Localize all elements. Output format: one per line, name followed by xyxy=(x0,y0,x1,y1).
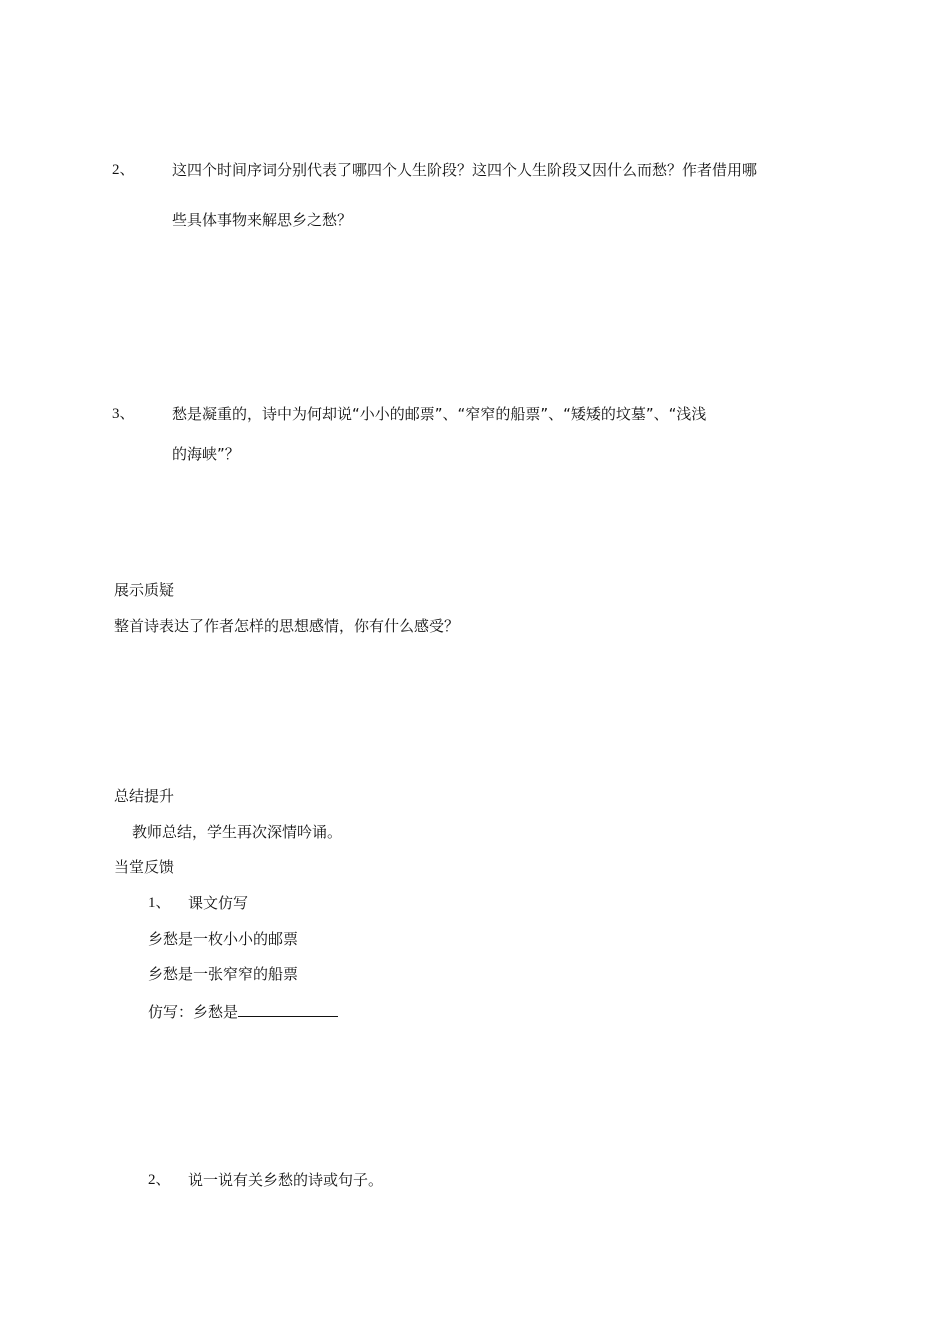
feedback-item-2-label: 说一说有关乡愁的诗或句子。 xyxy=(188,1171,384,1189)
imitation-line-2: 乡愁是一张窄窄的船票 xyxy=(148,965,299,983)
question-3-number: 3、 xyxy=(112,406,135,422)
question-3-text-line-1: 愁是凝重的，诗中为何却说“小小的邮票”、“窄窄的船票”、“矮矮的坟墓”、“浅浅 xyxy=(172,405,707,423)
feedback-heading: 当堂反馈 xyxy=(114,858,175,876)
display-heading: 展示质疑 xyxy=(114,581,175,599)
feedback-item-1-label: 课文仿写 xyxy=(188,894,249,912)
summary-heading: 总结提升 xyxy=(114,787,175,805)
feedback-item-1-number: 1、 xyxy=(148,895,171,911)
question-2-text-line-2: 些具体事物来解思乡之愁？ xyxy=(172,211,353,229)
imitation-prompt-label: 仿写：乡愁是 xyxy=(148,1003,239,1021)
feedback-item-2-number: 2、 xyxy=(148,1172,171,1188)
question-2-number: 2、 xyxy=(112,162,135,178)
summary-text: 教师总结，学生再次深情吟诵。 xyxy=(132,823,343,841)
imitation-prompt xyxy=(148,1000,338,1022)
question-3-text-line-2: 的海峡”？ xyxy=(172,445,240,463)
question-2-text-line-1: 这四个时间序词分别代表了哪四个人生阶段？这四个人生阶段又因什么而愁？作者借用哪 xyxy=(172,161,758,179)
answer-blank[interactable] xyxy=(238,1000,338,1017)
imitation-line-1: 乡愁是一枚小小的邮票 xyxy=(148,930,299,948)
display-question: 整首诗表达了作者怎样的思想感情，你有什么感受？ xyxy=(114,617,460,635)
